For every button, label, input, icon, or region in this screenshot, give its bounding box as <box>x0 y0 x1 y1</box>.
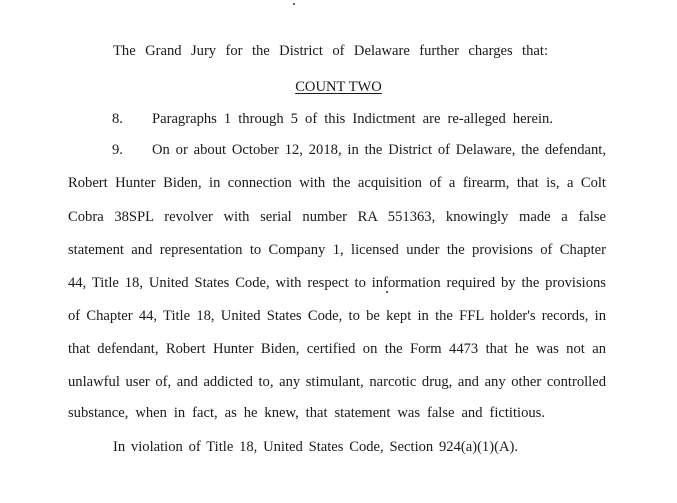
stray-mark <box>293 3 295 5</box>
stray-mark-2 <box>386 291 388 293</box>
paragraph-9-line-8: unlawful user of, and addicted to, any stimulant, narcotic drug, and any other controlled <box>68 374 606 390</box>
intro-line: The Grand Jury for the District of Delaware further charges that: <box>113 43 548 59</box>
paragraph-9-number: 9. <box>112 142 123 158</box>
paragraph-9-line-5: 44, Title 18, United States Code, with respect to information required by the provisions <box>68 275 606 291</box>
paragraph-9-line-1: On or about October 12, 2018, in the District of Delaware, the defendant, <box>152 142 606 158</box>
paragraph-9-line-7: that defendant, Robert Hunter Biden, certified on the Form 4473 that he was not an <box>68 341 606 357</box>
paragraph-9-line-2: Robert Hunter Biden, in connection with the acquisition of a firearm, that is, a Colt <box>68 175 606 191</box>
paragraph-8-text: Paragraphs 1 through 5 of this Indictment are re-alleged herein. <box>152 111 553 127</box>
paragraph-9-line-9: substance, when in fact, as he knew, that statement was false and fictitious. <box>68 405 545 421</box>
paragraph-9-line-6: of Chapter 44, Title 18, United States Code, to be kept in the FFL holder's records, in <box>68 308 606 324</box>
paragraph-9-line-4: statement and representation to Company 1, licensed under the provisions of Chapter <box>68 242 606 258</box>
paragraph-9-line-3: Cobra 38SPL revolver with serial number RA 551363, knowingly made a false <box>68 209 606 225</box>
violation-line: In violation of Title 18, United States Code, Section 924(a)(1)(A). <box>113 439 518 455</box>
count-heading: COUNT TWO <box>295 79 382 95</box>
paragraph-8-number: 8. <box>112 111 123 127</box>
